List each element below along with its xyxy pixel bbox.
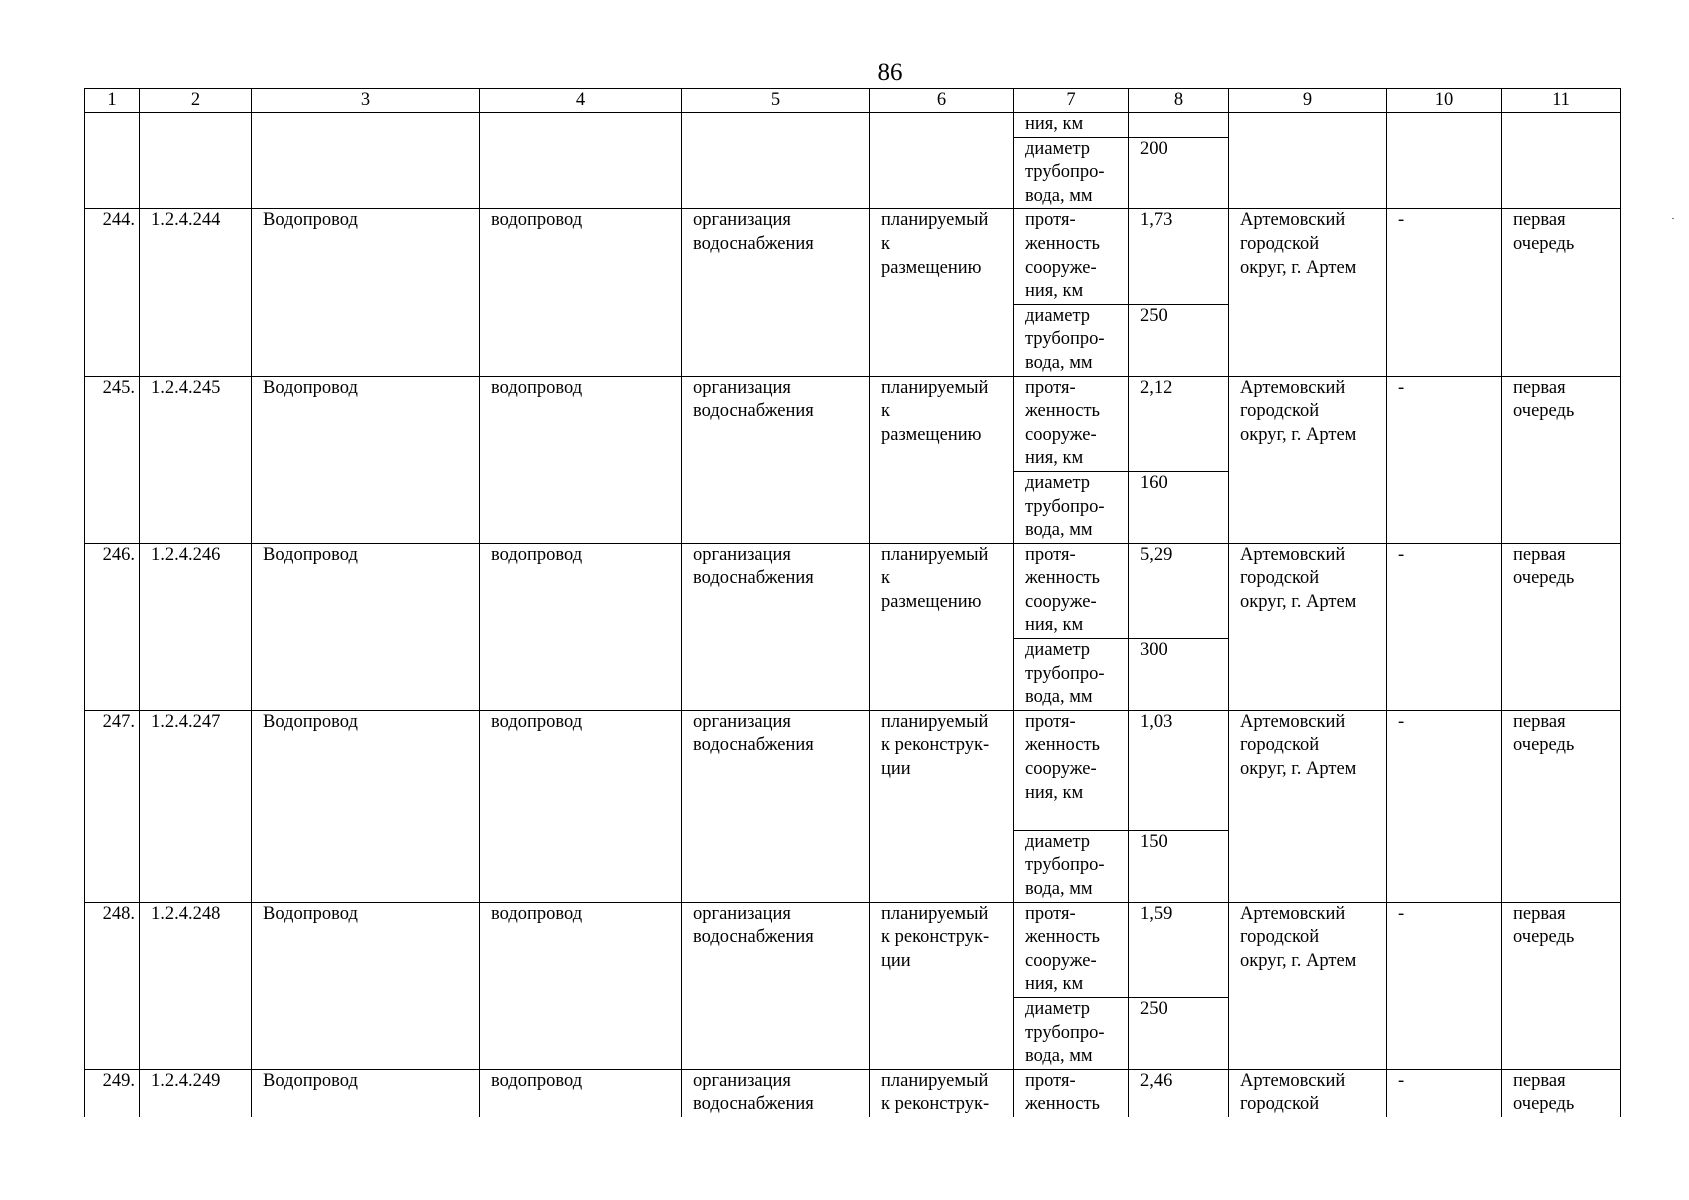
col11-value: первая очередь <box>1502 376 1621 543</box>
header-cell: 7 <box>1014 89 1129 113</box>
object-purpose: организация водоснабжения <box>682 543 870 710</box>
col10-value: - <box>1387 376 1502 543</box>
object-code: 1.2.4.248 <box>140 902 252 1069</box>
object-type: водопровод <box>480 376 682 543</box>
header-cell: 8 <box>1129 89 1229 113</box>
param-value: 1,03 <box>1129 710 1229 830</box>
continuation-row <box>85 113 1621 138</box>
empty-cell <box>1229 113 1387 209</box>
object-name: Водопровод <box>252 209 480 376</box>
param-label: диаметр трубопро- вода, мм <box>1014 998 1129 1070</box>
empty-cell <box>480 113 682 209</box>
row-number: 245. <box>85 376 140 543</box>
table-row <box>85 209 1621 304</box>
empty-cell <box>1502 113 1621 209</box>
header-cell: 9 <box>1229 89 1387 113</box>
param-value: 250 <box>1129 998 1229 1070</box>
object-status: планируемый к размещению <box>870 543 1014 710</box>
object-purpose: организация водоснабжения <box>682 710 870 902</box>
param-value: 2,12 <box>1129 376 1229 471</box>
object-code: 1.2.4.249 <box>140 1069 252 1117</box>
param-label: диаметр трубопро- вода, мм <box>1014 830 1129 902</box>
object-location: Артемовский городской округ, г. Артем <box>1229 710 1387 902</box>
object-name: Водопровод <box>252 1069 480 1117</box>
object-code: 1.2.4.246 <box>140 543 252 710</box>
row-number: 246. <box>85 543 140 710</box>
param-value: 250 <box>1129 304 1229 376</box>
object-type: водопровод <box>480 209 682 376</box>
empty-cell <box>85 113 140 209</box>
table-row <box>85 543 1621 638</box>
header-cell: 2 <box>140 89 252 113</box>
header-row <box>85 89 1621 113</box>
empty-cell <box>140 113 252 209</box>
header-cell: 6 <box>870 89 1014 113</box>
object-status: планируемый к размещению <box>870 376 1014 543</box>
object-type: водопровод <box>480 1069 682 1117</box>
col10-value: - <box>1387 1069 1502 1117</box>
param-label: протя- женность сооруже- ния, км <box>1014 376 1129 471</box>
table-row <box>85 710 1621 830</box>
header-cell: 3 <box>252 89 480 113</box>
object-code: 1.2.4.244 <box>140 209 252 376</box>
param-value <box>1129 113 1229 138</box>
object-type: водопровод <box>480 902 682 1069</box>
objects-table <box>84 88 1621 1117</box>
header-cell: 4 <box>480 89 682 113</box>
row-number: 248. <box>85 902 140 1069</box>
param-label: диаметр трубопро- вода, мм <box>1014 304 1129 376</box>
param-value: 150 <box>1129 830 1229 902</box>
param-value: 1,73 <box>1129 209 1229 304</box>
object-code: 1.2.4.247 <box>140 710 252 902</box>
row-number: 247. <box>85 710 140 902</box>
object-name: Водопровод <box>252 376 480 543</box>
object-type: водопровод <box>480 710 682 902</box>
object-name: Водопровод <box>252 710 480 902</box>
table-row <box>85 376 1621 471</box>
param-label: протя- женность сооруже- ния, км <box>1014 710 1129 830</box>
col11-value: первая очередь <box>1502 543 1621 710</box>
col10-value: - <box>1387 902 1502 1069</box>
table-body <box>85 89 1621 1117</box>
param-value: 160 <box>1129 471 1229 543</box>
object-code: 1.2.4.245 <box>140 376 252 543</box>
object-purpose: организация водоснабжения <box>682 902 870 1069</box>
param-value: 5,29 <box>1129 543 1229 638</box>
col11-value: первая очередь <box>1502 209 1621 376</box>
param-label: протя- женность сооруже- ния, км <box>1014 902 1129 997</box>
param-value: 300 <box>1129 639 1229 711</box>
object-status: планируемый к реконструк- ции <box>870 710 1014 902</box>
empty-cell <box>252 113 480 209</box>
header-cell: 5 <box>682 89 870 113</box>
row-number: 244. <box>85 209 140 376</box>
param-value: 200 <box>1129 137 1229 209</box>
param-label: диаметр трубопро- вода, мм <box>1014 639 1129 711</box>
object-location: Артемовский городской <box>1229 1069 1387 1117</box>
object-status: планируемый к размещению <box>870 209 1014 376</box>
header-cell: 11 <box>1502 89 1621 113</box>
param-label: протя- женность <box>1014 1069 1129 1117</box>
object-status: планируемый к реконструк- ции <box>870 902 1014 1069</box>
object-location: Артемовский городской округ, г. Артем <box>1229 902 1387 1069</box>
empty-cell <box>682 113 870 209</box>
param-value: 1,59 <box>1129 902 1229 997</box>
object-purpose: организация водоснабжения <box>682 376 870 543</box>
header-cell: 1 <box>85 89 140 113</box>
object-type: водопровод <box>480 543 682 710</box>
object-location: Артемовский городской округ, г. Артем <box>1229 209 1387 376</box>
header-cell: 10 <box>1387 89 1502 113</box>
object-location: Артемовский городской округ, г. Артем <box>1229 543 1387 710</box>
col10-value: - <box>1387 710 1502 902</box>
col11-value: первая очередь <box>1502 710 1621 902</box>
empty-cell <box>870 113 1014 209</box>
object-name: Водопровод <box>252 902 480 1069</box>
page-number: 86 <box>877 59 903 86</box>
col11-value: первая очередь <box>1502 902 1621 1069</box>
object-name: Водопровод <box>252 543 480 710</box>
row-number: 249. <box>85 1069 140 1117</box>
object-location: Артемовский городской округ, г. Артем <box>1229 376 1387 543</box>
empty-cell <box>1387 113 1502 209</box>
param-value: 2,46 <box>1129 1069 1229 1117</box>
param-label: ния, км <box>1014 113 1129 138</box>
object-purpose: организация водоснабжения <box>682 1069 870 1117</box>
object-status: планируемый к реконструк- <box>870 1069 1014 1117</box>
col10-value: - <box>1387 543 1502 710</box>
param-label: протя- женность сооруже- ния, км <box>1014 209 1129 304</box>
table-row <box>85 1069 1621 1117</box>
param-label: диаметр трубопро- вода, мм <box>1014 137 1129 209</box>
table-row <box>85 902 1621 997</box>
col10-value: - <box>1387 209 1502 376</box>
param-label: протя- женность сооруже- ния, км <box>1014 543 1129 638</box>
col11-value: первая очередь <box>1502 1069 1621 1117</box>
scan-mark <box>1672 218 1674 219</box>
param-label: диаметр трубопро- вода, мм <box>1014 471 1129 543</box>
object-purpose: организация водоснабжения <box>682 209 870 376</box>
